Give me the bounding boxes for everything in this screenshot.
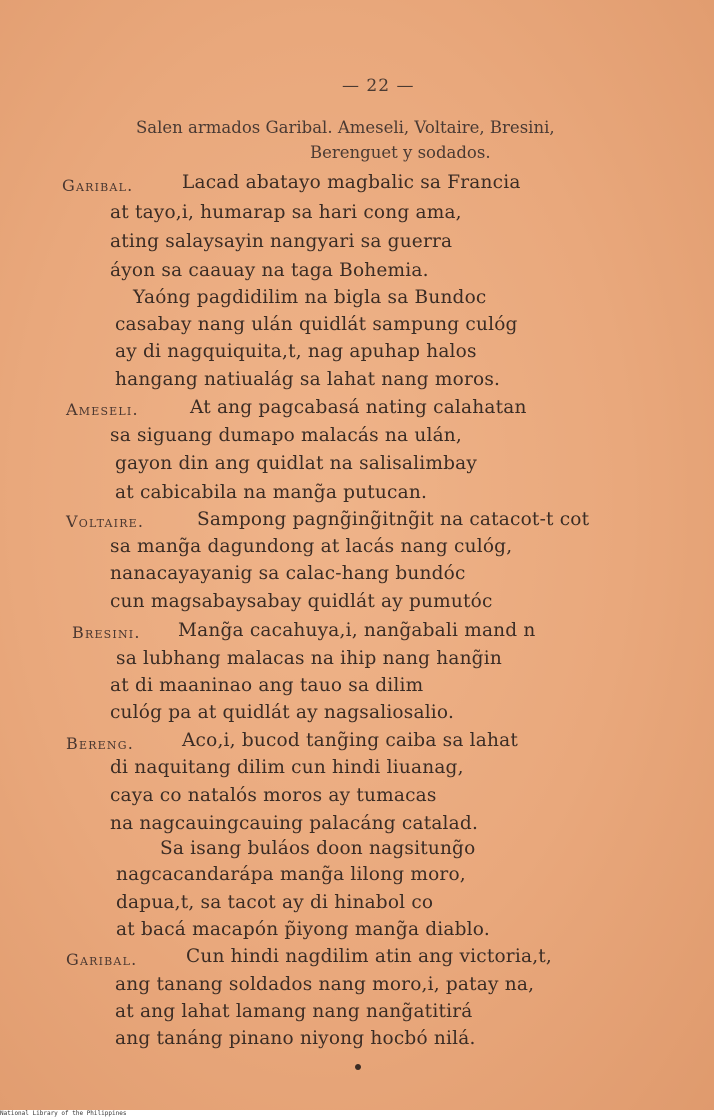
speaker-name: Garibal. <box>66 950 138 969</box>
speaker-name: Bresini. <box>72 623 141 642</box>
verse-line: nanacayayanig sa calac-hang bundóc <box>110 563 466 584</box>
speaker-name: Bereng. <box>66 734 134 753</box>
verse-line: di naquitang dilim cun hindi liuanag, <box>110 757 464 778</box>
verse-line: hangang natiualág sa lahat nang moros. <box>115 369 501 390</box>
verse-line: Lacad abatayo magbalic sa Francia <box>182 172 521 193</box>
verse-line: Cun hindi nagdilim atin ang victoria,t, <box>186 946 552 967</box>
verse-line: At ang pagcabasá nating calahatan <box>190 397 527 418</box>
verse-line: at ang lahat lamang nang nang̃atitirá <box>115 1001 473 1022</box>
verse-line: casabay nang ulán quidlát sampung culóg <box>115 314 518 335</box>
verse-line: ating salaysayin nangyari sa guerra <box>110 231 453 252</box>
verse-line: na nagcauingcauing palacáng catalad. <box>110 813 479 834</box>
page-number: — 22 — <box>342 76 415 96</box>
stage-direction-line: Salen armados Garibal. Ameseli, Voltaire, Bresini, <box>136 118 555 137</box>
verse-line: nagcacandarápa mang̃a lilong moro, <box>116 864 466 885</box>
speaker-name: Ameseli. <box>66 400 139 419</box>
verse-line: ang tanáng pinano niyong hocbó nilá. <box>115 1028 476 1049</box>
verse-line: áyon sa caauay na taga Bohemia. <box>110 260 429 281</box>
verse-line: gayon din ang quidlat na salisalimbay <box>115 453 478 474</box>
verse-line: ay di nagquiquita,t, nag apuhap halos <box>115 341 477 362</box>
verse-line: at tayo,i, humarap sa hari cong ama, <box>110 202 462 223</box>
verse-line: sa siguang dumapo malacás na ulán, <box>110 425 462 446</box>
stage-direction-line: Berenguet y sodados. <box>310 143 491 162</box>
verse-line: Sa isang buláos doon nagsitung̃o <box>160 838 476 859</box>
verse-line: at di maaninao ang tauo sa dilim <box>110 675 424 696</box>
verse-line: at cabicabila na mang̃a putucan. <box>115 482 428 503</box>
verse-line: dapua,t, sa tacot ay di hinabol co <box>116 892 434 913</box>
speaker-name: Garibal. <box>62 176 134 195</box>
verse-line: at bacá macapón p̃iyong mang̃a diablo. <box>116 919 490 940</box>
verse-line: Sampong pagng̃ing̃itng̃it na catacot-t cot <box>197 509 590 530</box>
speaker-name: Voltaire. <box>66 512 145 531</box>
verse-line: sa lubhang malacas na ihip nang hang̃in <box>116 648 502 669</box>
verse-line: caya co natalós moros ay tumacas <box>110 785 437 806</box>
verse-line: ang tanang soldados nang moro,i, patay na, <box>115 974 535 995</box>
verse-line: culóg pa at quidlát ay nagsaliosalio. <box>110 702 455 723</box>
verse-line: Aco,i, bucod tang̃ing caiba sa lahat <box>182 730 518 751</box>
verse-line: sa mang̃a dagundong at lacás nang culóg, <box>110 536 513 557</box>
verse-line: Yaóng pagdidilim na bigla sa Bundoc <box>133 287 487 308</box>
verse-line: cun magsabaysabay quidlát ay pumutóc <box>110 591 493 612</box>
footer-credit: National Library of the Philippines <box>0 1110 714 1118</box>
printer-mark <box>355 1064 361 1070</box>
verse-line: Mang̃a cacahuya,i, nang̃abali mand n <box>178 620 536 641</box>
